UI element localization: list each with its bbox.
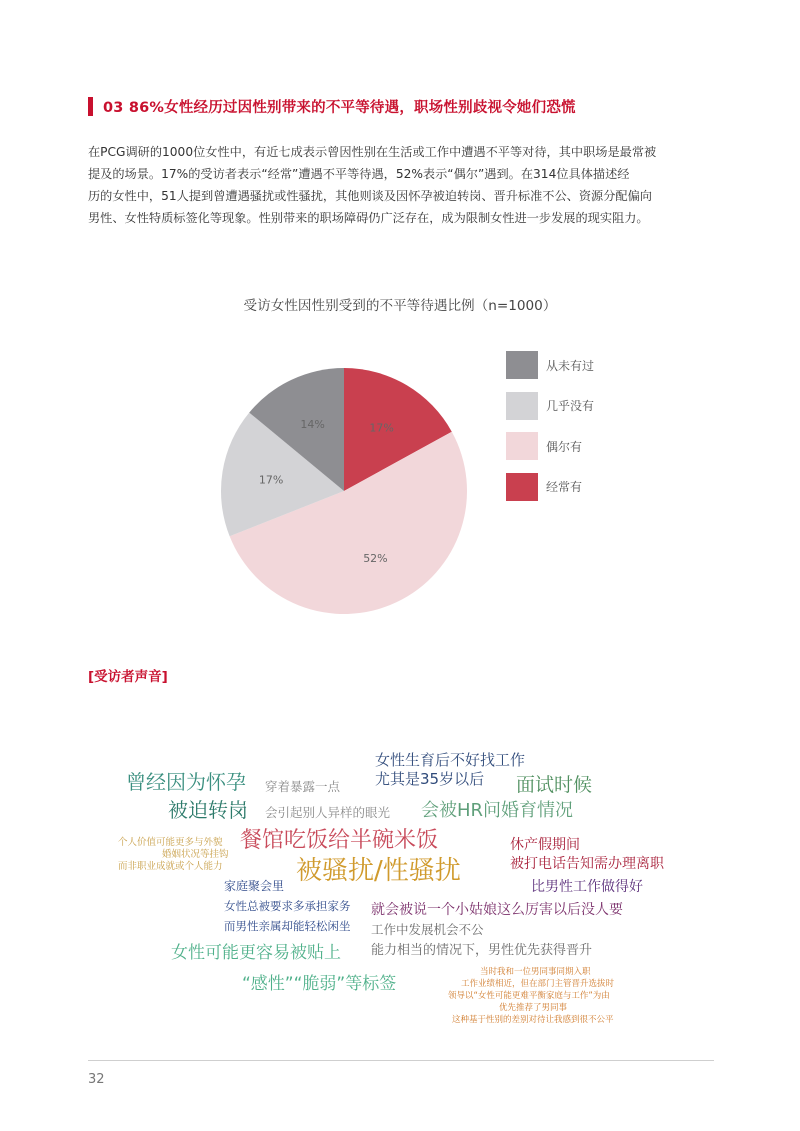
legend-label: 从未有过	[546, 358, 595, 373]
cloud-phrase: 就会被说一个小姑娘这么厉害以后没人要	[371, 902, 623, 918]
pie-slice-label: 17%	[258, 473, 284, 487]
cloud-phrase: 会被HR问婚育情况	[421, 800, 574, 821]
cloud-phrase: 工作业绩相近，但在部门主管晋升选拔时	[461, 979, 615, 989]
footer-rule	[88, 1060, 714, 1061]
cloud-phrase: 女性生育后不好找工作	[375, 751, 526, 769]
cloud-phrase: 被骚扰/性骚扰	[296, 856, 461, 886]
intro-line: 历的女性中，51人提到曾遭遇骚扰或性骚扰，其他则谈及因怀孕被迫转岗、晋升标准不公、资源分配偏向	[88, 189, 652, 203]
cloud-phrase: 能力相当的情况下，男性优先获得晋升	[371, 943, 593, 958]
legend-label: 偶尔有	[546, 439, 583, 454]
cloud-phrase: 尤其是35岁以后	[375, 770, 485, 788]
cloud-phrase: 曾经因为怀孕	[126, 770, 246, 794]
cloud-phrase: 女性总被要求多承担家务	[224, 899, 351, 913]
cloud-phrase: 休产假期间	[510, 837, 580, 853]
cloud-phrase: 领导以“女性可能更难平衡家庭与工作”为由	[448, 991, 610, 1001]
pie-slice-label: 17%	[369, 421, 394, 435]
cloud-phrase: 会引起别人异样的眼光	[265, 805, 391, 820]
cloud-phrase: “感性”“脆弱”等标签	[242, 974, 397, 994]
cloud-phrase: 家庭聚会里	[224, 879, 285, 893]
cloud-phrase: 当时我和一位男同事同期入职	[480, 967, 591, 977]
cloud-phrase: 面试时候	[516, 774, 593, 796]
cloud-phrase: 被打电话告知需办理离职	[510, 856, 664, 872]
cloud-phrase: 餐馆吃饭给半碗米饭	[240, 828, 439, 853]
cloud-phrase: 而男性亲属却能轻松闲坐	[224, 919, 351, 933]
cloud-phrase: 而非职业成就或个人能力	[118, 861, 223, 872]
intro-line: 在PCG调研的1000位女性中，有近七成表示曾因性别在生活或工作中遭遇不平等对待，其中职场是最常被	[88, 145, 657, 159]
cloud-phrase: 女性可能更容易被贴上	[171, 943, 341, 963]
cloud-phrase: 婚姻状况等挂钩	[162, 849, 229, 860]
cloud-phrase: 这种基于性别的差别对待让我感到很不公平	[452, 1015, 614, 1025]
cloud-phrase: 优先推荐了男同事	[499, 1003, 568, 1013]
chart-title: 受访女性因性别受到的不平等待遇比例（n=1000）	[243, 298, 557, 314]
cloud-phrase: 被迫转岗	[168, 798, 248, 822]
voices-heading: [受访者声音]	[88, 669, 168, 685]
cloud-phrase: 个人价值可能更多与外貌	[118, 837, 223, 848]
intro-line: 提及的场景。17%的受访者表示“经常”遭遇不平等待遇，52%表示“偶尔”遇到。在314位具体描述经	[88, 167, 630, 181]
page-number: 32	[88, 1072, 105, 1087]
cloud-phrase: 穿着暴露一点	[265, 779, 341, 794]
legend-label: 几乎没有	[546, 399, 595, 413]
section-heading-text: 03 86%女性经历过因性别带来的不平等待遇，职场性别歧视令她们恐慌	[103, 100, 576, 116]
cloud-phrase: 比男性工作做得好	[531, 879, 643, 895]
intro-line: 男性、女性特质标签化等现象。性别带来的职场障碍仍广泛存在，成为限制女性进一步发展的现实阻力。	[88, 211, 649, 225]
legend-label: 经常有	[546, 480, 583, 494]
pie-slice-label: 52%	[363, 551, 388, 565]
cloud-phrase: 工作中发展机会不公	[371, 922, 484, 937]
pie-slice-label: 14%	[300, 418, 325, 432]
